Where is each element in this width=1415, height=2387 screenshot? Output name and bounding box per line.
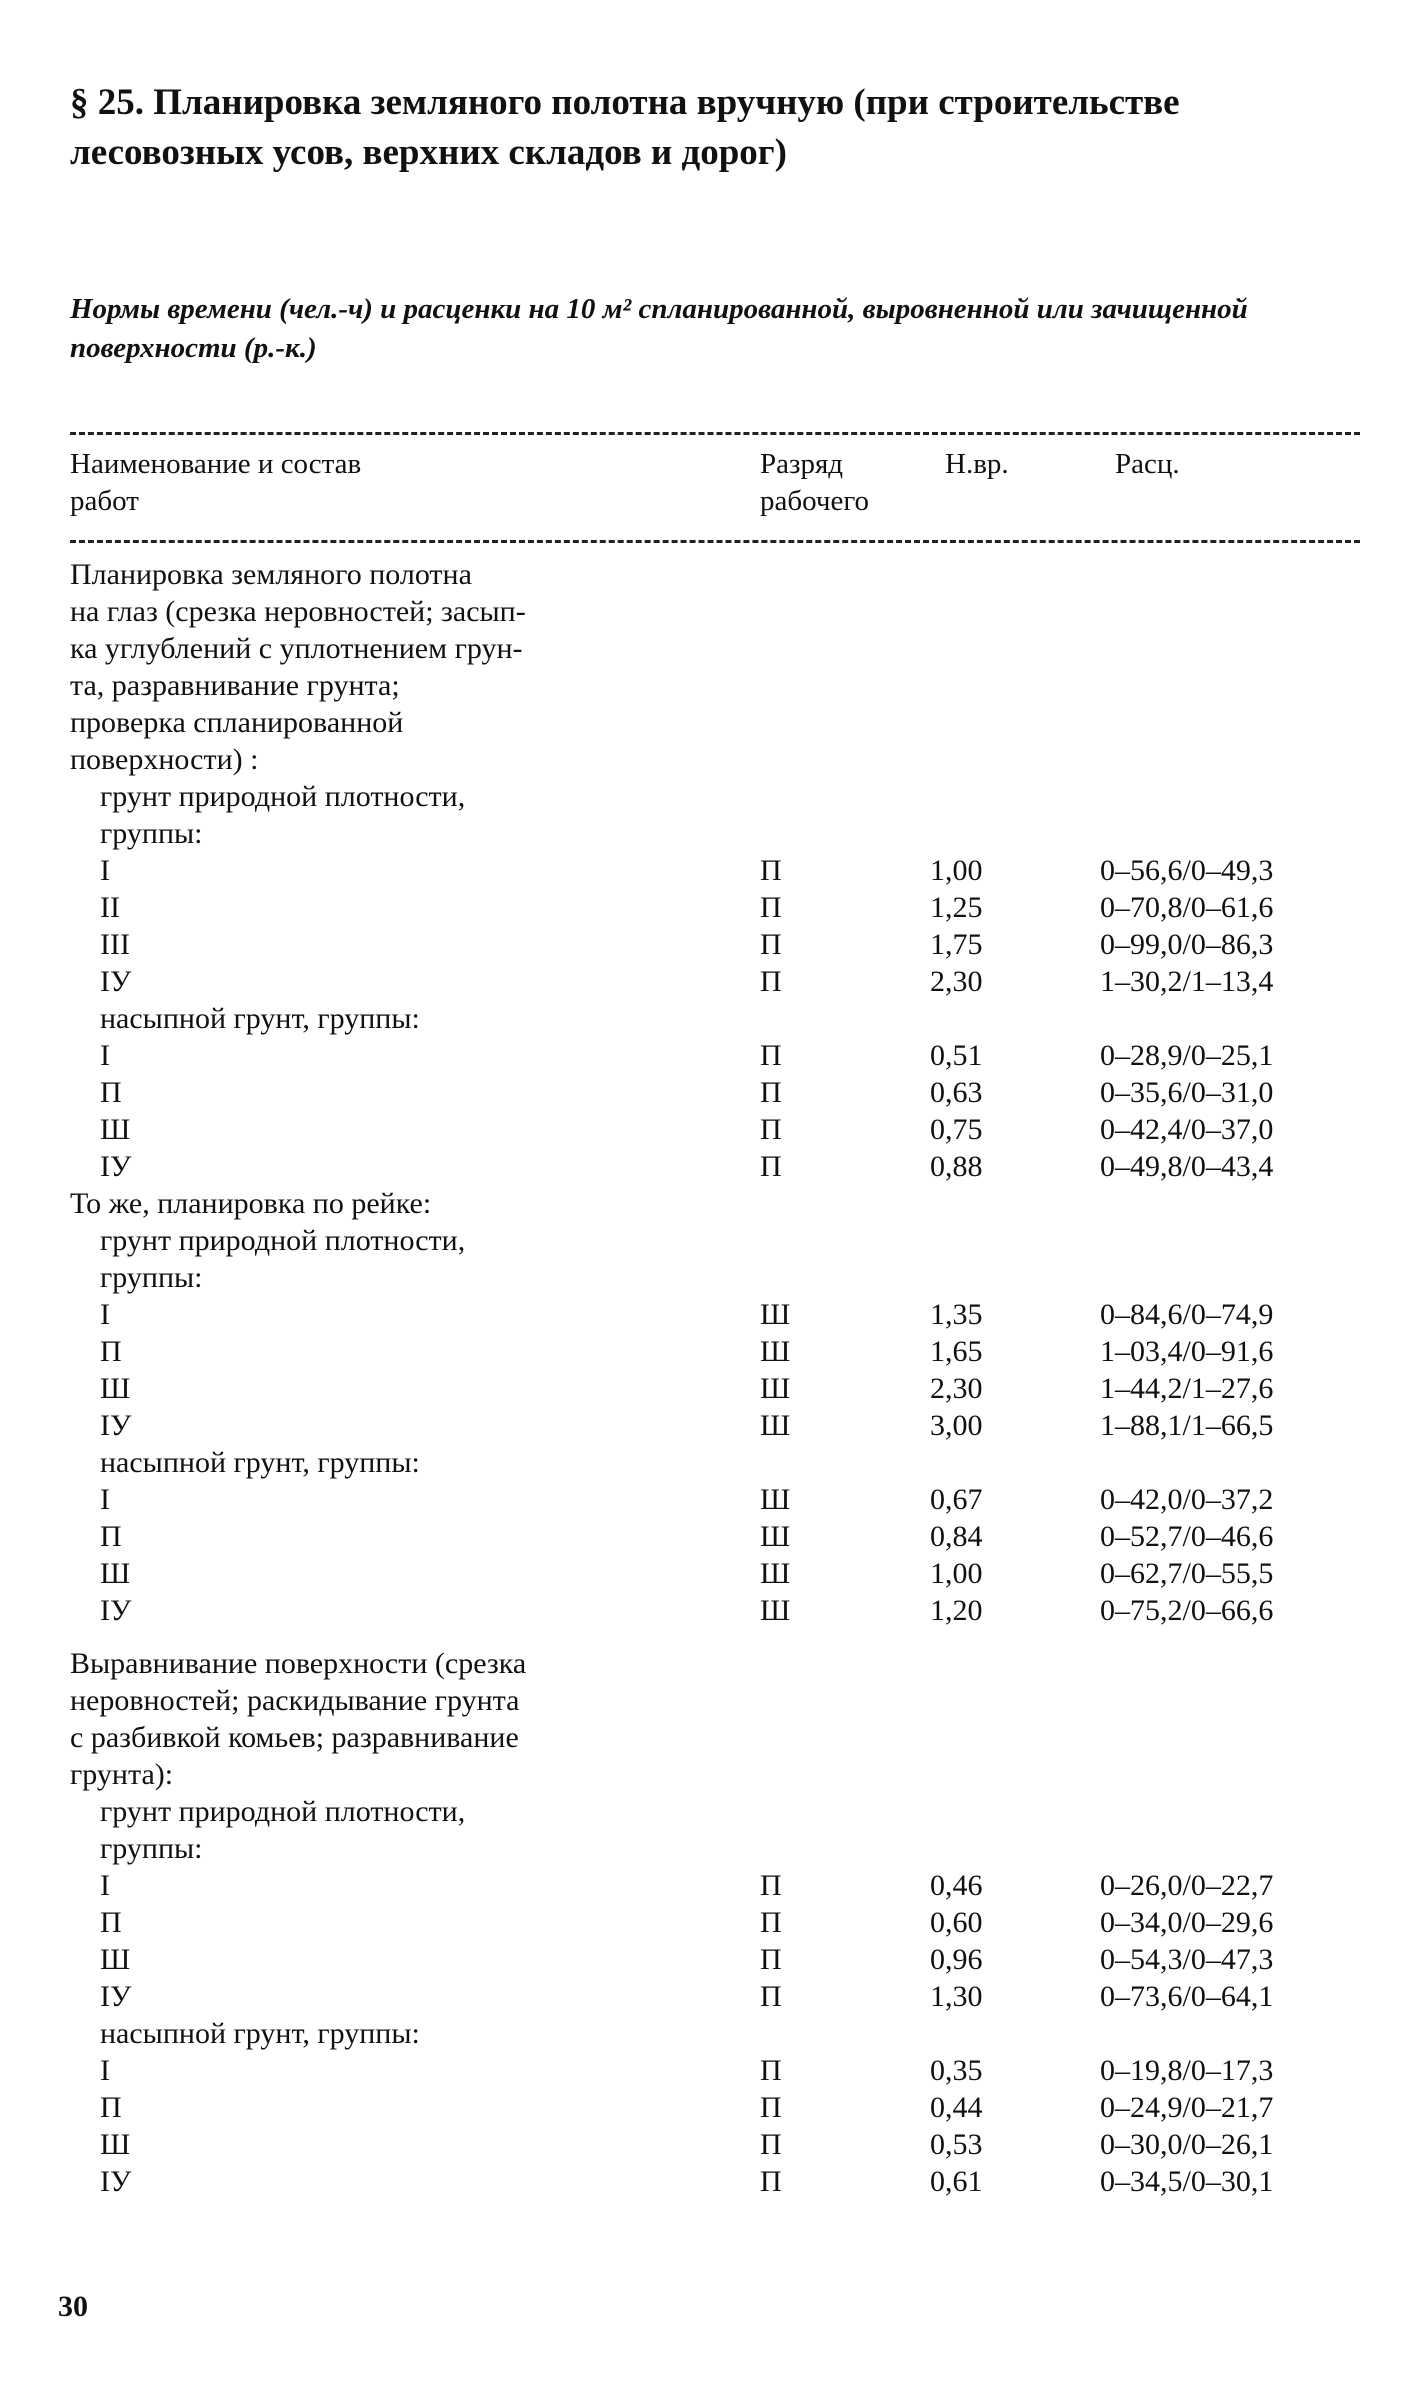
row-rate: 1–03,4/0–91,6 <box>1100 1335 1274 1368</box>
page-number: 30 <box>58 2290 88 2323</box>
row-work-name: IУ <box>100 965 132 998</box>
row-rate: 0–34,0/0–29,6 <box>1100 1906 1274 1939</box>
row-worker-grade: П <box>760 1943 782 1976</box>
row-time-norm: 0,96 <box>930 1943 983 1976</box>
row-time-norm: 0,67 <box>930 1483 983 1516</box>
row-time-norm: 1,65 <box>930 1335 983 1368</box>
row-work-name: Ш <box>100 2128 131 2161</box>
row-rate: 0–24,9/0–21,7 <box>1100 2091 1274 2124</box>
row-rate: 0–35,6/0–31,0 <box>1100 1076 1274 1109</box>
row-time-norm: 0,53 <box>930 2128 983 2161</box>
table-row <box>70 1259 1360 1296</box>
table-row <box>70 1756 1360 1793</box>
column-header-norm: Н.вр. <box>945 448 1009 480</box>
row-worker-grade: Ш <box>760 1520 791 1553</box>
row-time-norm: 0,46 <box>930 1869 983 1902</box>
row-work-name: насыпной грунт, группы: <box>100 1002 420 1035</box>
row-work-name: IУ <box>100 1980 132 2013</box>
row-work-name: на глаз (срезка неровностей; засып- <box>70 595 526 628</box>
row-work-name: Ш <box>100 1943 131 1976</box>
row-work-name: То же, планировка по рейке: <box>70 1187 432 1220</box>
row-work-name: П <box>100 1520 122 1553</box>
row-worker-grade: П <box>760 891 782 924</box>
row-work-name: Ш <box>100 1113 131 1146</box>
row-rate: 0–49,8/0–43,4 <box>1100 1150 1274 1183</box>
column-header-name-line1: Наименование и состав <box>70 448 362 480</box>
table-row <box>70 1111 1360 1148</box>
row-time-norm: 0,88 <box>930 1150 983 1183</box>
row-work-name: IУ <box>100 1150 132 1183</box>
row-work-name: III <box>100 928 130 961</box>
row-rate: 1–88,1/1–66,5 <box>1100 1409 1274 1442</box>
row-work-name: с разбивкой комьев; разравнивание <box>70 1721 519 1754</box>
row-worker-grade: Ш <box>760 1409 791 1442</box>
table-caption: Нормы времени (чел.-ч) и расценки на 10 м² спланированной, выровненной или зачищенной поверхности (р.-к.) <box>70 293 1248 364</box>
section-title: § 25. Планировка земляного полотна вручную (при строительстве лесовозных усов, верхних складов и дорог) <box>70 82 1180 173</box>
row-rate: 0–54,3/0–47,3 <box>1100 1943 1274 1976</box>
row-worker-grade: П <box>760 2128 782 2161</box>
row-time-norm: 1,00 <box>930 854 983 887</box>
table-row <box>70 1518 1360 1555</box>
row-work-name: Ш <box>100 1557 131 1590</box>
column-header-grade <box>760 446 869 520</box>
column-header-name-line2: работ <box>70 485 139 517</box>
row-work-name: ка углублений с уплотнением грун- <box>70 632 523 665</box>
table-row <box>70 815 1360 852</box>
row-work-name: I <box>100 1298 110 1331</box>
table-row <box>70 2163 1360 2200</box>
row-work-name: I <box>100 1039 110 1072</box>
row-rate: 0–42,4/0–37,0 <box>1100 1113 1274 1146</box>
table-row <box>70 741 1360 778</box>
row-worker-grade: П <box>760 1113 782 1146</box>
row-rate: 0–84,6/0–74,9 <box>1100 1298 1274 1331</box>
row-rate: 1–30,2/1–13,4 <box>1100 965 1274 998</box>
row-work-name: П <box>100 1076 122 1109</box>
table-row <box>70 704 1360 741</box>
row-rate: 0–28,9/0–25,1 <box>1100 1039 1274 1072</box>
row-rate: 0–19,8/0–17,3 <box>1100 2054 1274 2087</box>
row-work-name: грунт природной плотности, <box>100 1224 466 1257</box>
column-header-rate: Расц. <box>1115 448 1180 480</box>
row-work-name: I <box>100 2054 110 2087</box>
table-row <box>70 1555 1360 1592</box>
table-row <box>70 963 1360 1000</box>
row-time-norm: 0,75 <box>930 1113 983 1146</box>
row-worker-grade: П <box>760 928 782 961</box>
row-time-norm: 1,20 <box>930 1594 983 1627</box>
table-row <box>70 778 1360 815</box>
row-work-name: насыпной грунт, группы: <box>100 2017 420 2050</box>
row-worker-grade: П <box>760 1980 782 2013</box>
table-row <box>70 593 1360 630</box>
row-work-name: Выравнивание поверхности (срезка <box>70 1647 527 1680</box>
row-work-name: Планировка земляного полотна <box>70 558 472 591</box>
row-time-norm: 0,35 <box>930 2054 983 2087</box>
row-time-norm: 0,60 <box>930 1906 983 1939</box>
table-row <box>70 1074 1360 1111</box>
row-work-name: поверхности) : <box>70 743 259 776</box>
table-row <box>70 1978 1360 2015</box>
row-worker-grade: Ш <box>760 1372 791 1405</box>
row-work-name: П <box>100 2091 122 2124</box>
row-worker-grade: П <box>760 2091 782 2124</box>
row-time-norm: 0,61 <box>930 2165 983 2198</box>
row-rate: 0–52,7/0–46,6 <box>1100 1520 1274 1553</box>
row-work-name: П <box>100 1906 122 1939</box>
row-worker-grade: П <box>760 1869 782 1902</box>
row-rate: 0–26,0/0–22,7 <box>1100 1869 1274 1902</box>
table-row <box>70 556 1360 593</box>
row-work-name: группы: <box>100 817 203 850</box>
row-rate: 0–42,0/0–37,2 <box>1100 1483 1274 1516</box>
table-row <box>70 1830 1360 1867</box>
row-work-name: проверка спланированной <box>70 706 404 739</box>
table-row <box>70 1645 1360 1682</box>
column-header-grade-line2: рабочего <box>760 485 870 517</box>
table-row <box>70 630 1360 667</box>
row-time-norm: 1,35 <box>930 1298 983 1331</box>
table-row <box>70 1185 1360 1222</box>
table-row <box>70 1793 1360 1830</box>
row-time-norm: 0,51 <box>930 1039 983 1072</box>
column-header-name <box>70 446 361 520</box>
row-rate: 0–75,2/0–66,6 <box>1100 1594 1274 1627</box>
row-work-name: группы: <box>100 1261 203 1294</box>
table-row <box>70 1000 1360 1037</box>
row-work-name: Ш <box>100 1372 131 1405</box>
table-row <box>70 1370 1360 1407</box>
row-work-name: грунт природной плотности, <box>100 1795 466 1828</box>
table-row <box>70 2015 1360 2052</box>
row-rate: 0–73,6/0–64,1 <box>1100 1980 1274 2013</box>
table-row <box>70 1037 1360 1074</box>
row-rate: 0–62,7/0–55,5 <box>1100 1557 1274 1590</box>
row-work-name: грунта): <box>70 1758 174 1791</box>
row-work-name: IУ <box>100 1594 132 1627</box>
row-time-norm: 0,84 <box>930 1520 983 1553</box>
table-row <box>70 1481 1360 1518</box>
table-row <box>70 1867 1360 1904</box>
row-work-name: неровностей; раскидывание грунта <box>70 1684 520 1717</box>
table-row <box>70 667 1360 704</box>
row-work-name: I <box>100 854 110 887</box>
row-rate: 0–99,0/0–86,3 <box>1100 928 1274 961</box>
row-rate: 0–30,0/0–26,1 <box>1100 2128 1274 2161</box>
row-worker-grade: Ш <box>760 1298 791 1331</box>
row-worker-grade: П <box>760 2054 782 2087</box>
table-row <box>70 1719 1360 1756</box>
row-worker-grade: Ш <box>760 1557 791 1590</box>
row-time-norm: 1,25 <box>930 891 983 924</box>
row-worker-grade: Ш <box>760 1594 791 1627</box>
table-row <box>70 2089 1360 2126</box>
row-work-name: IУ <box>100 1409 132 1442</box>
row-worker-grade: П <box>760 965 782 998</box>
row-rate: 0–34,5/0–30,1 <box>1100 2165 1274 2198</box>
table-row <box>70 1333 1360 1370</box>
row-worker-grade: Ш <box>760 1483 791 1516</box>
row-time-norm: 2,30 <box>930 1372 983 1405</box>
row-work-name: IУ <box>100 2165 132 2198</box>
column-header-grade-line1: Разряд <box>760 448 844 480</box>
table-row <box>70 1444 1360 1481</box>
row-work-name: II <box>100 891 120 924</box>
row-rate: 0–56,6/0–49,3 <box>1100 854 1274 887</box>
row-time-norm: 1,30 <box>930 1980 983 2013</box>
table-row <box>70 1148 1360 1185</box>
table-row <box>70 926 1360 963</box>
row-worker-grade: Ш <box>760 1335 791 1368</box>
row-work-name: I <box>100 1869 110 1902</box>
row-work-name: насыпной грунт, группы: <box>100 1446 420 1479</box>
row-time-norm: 1,00 <box>930 1557 983 1590</box>
row-worker-grade: П <box>760 1076 782 1109</box>
table-body <box>70 556 1360 2200</box>
table-row <box>70 852 1360 889</box>
table-row <box>70 2052 1360 2089</box>
row-worker-grade: П <box>760 1906 782 1939</box>
row-time-norm: 3,00 <box>930 1409 983 1442</box>
row-rate: 1–44,2/1–27,6 <box>1100 1372 1274 1405</box>
table-top-rule <box>70 432 1360 435</box>
row-work-name: П <box>100 1335 122 1368</box>
row-work-name: I <box>100 1483 110 1516</box>
row-time-norm: 2,30 <box>930 965 983 998</box>
table-row <box>70 1682 1360 1719</box>
row-worker-grade: П <box>760 1150 782 1183</box>
row-work-name: грунт природной плотности, <box>100 780 466 813</box>
table-row <box>70 889 1360 926</box>
table-row <box>70 1592 1360 1629</box>
row-time-norm: 0,63 <box>930 1076 983 1109</box>
row-time-norm: 0,44 <box>930 2091 983 2124</box>
table-row <box>70 1296 1360 1333</box>
table-row <box>70 1222 1360 1259</box>
row-worker-grade: П <box>760 2165 782 2198</box>
table-row <box>70 1407 1360 1444</box>
table-header-rule <box>70 540 1360 543</box>
table-row <box>70 1941 1360 1978</box>
table-row <box>70 2126 1360 2163</box>
row-worker-grade: П <box>760 1039 782 1072</box>
row-rate: 0–70,8/0–61,6 <box>1100 891 1274 924</box>
row-worker-grade: П <box>760 854 782 887</box>
row-time-norm: 1,75 <box>930 928 983 961</box>
row-work-name: группы: <box>100 1832 203 1865</box>
table-row <box>70 1904 1360 1941</box>
row-work-name: та, разравнивание грунта; <box>70 669 400 702</box>
